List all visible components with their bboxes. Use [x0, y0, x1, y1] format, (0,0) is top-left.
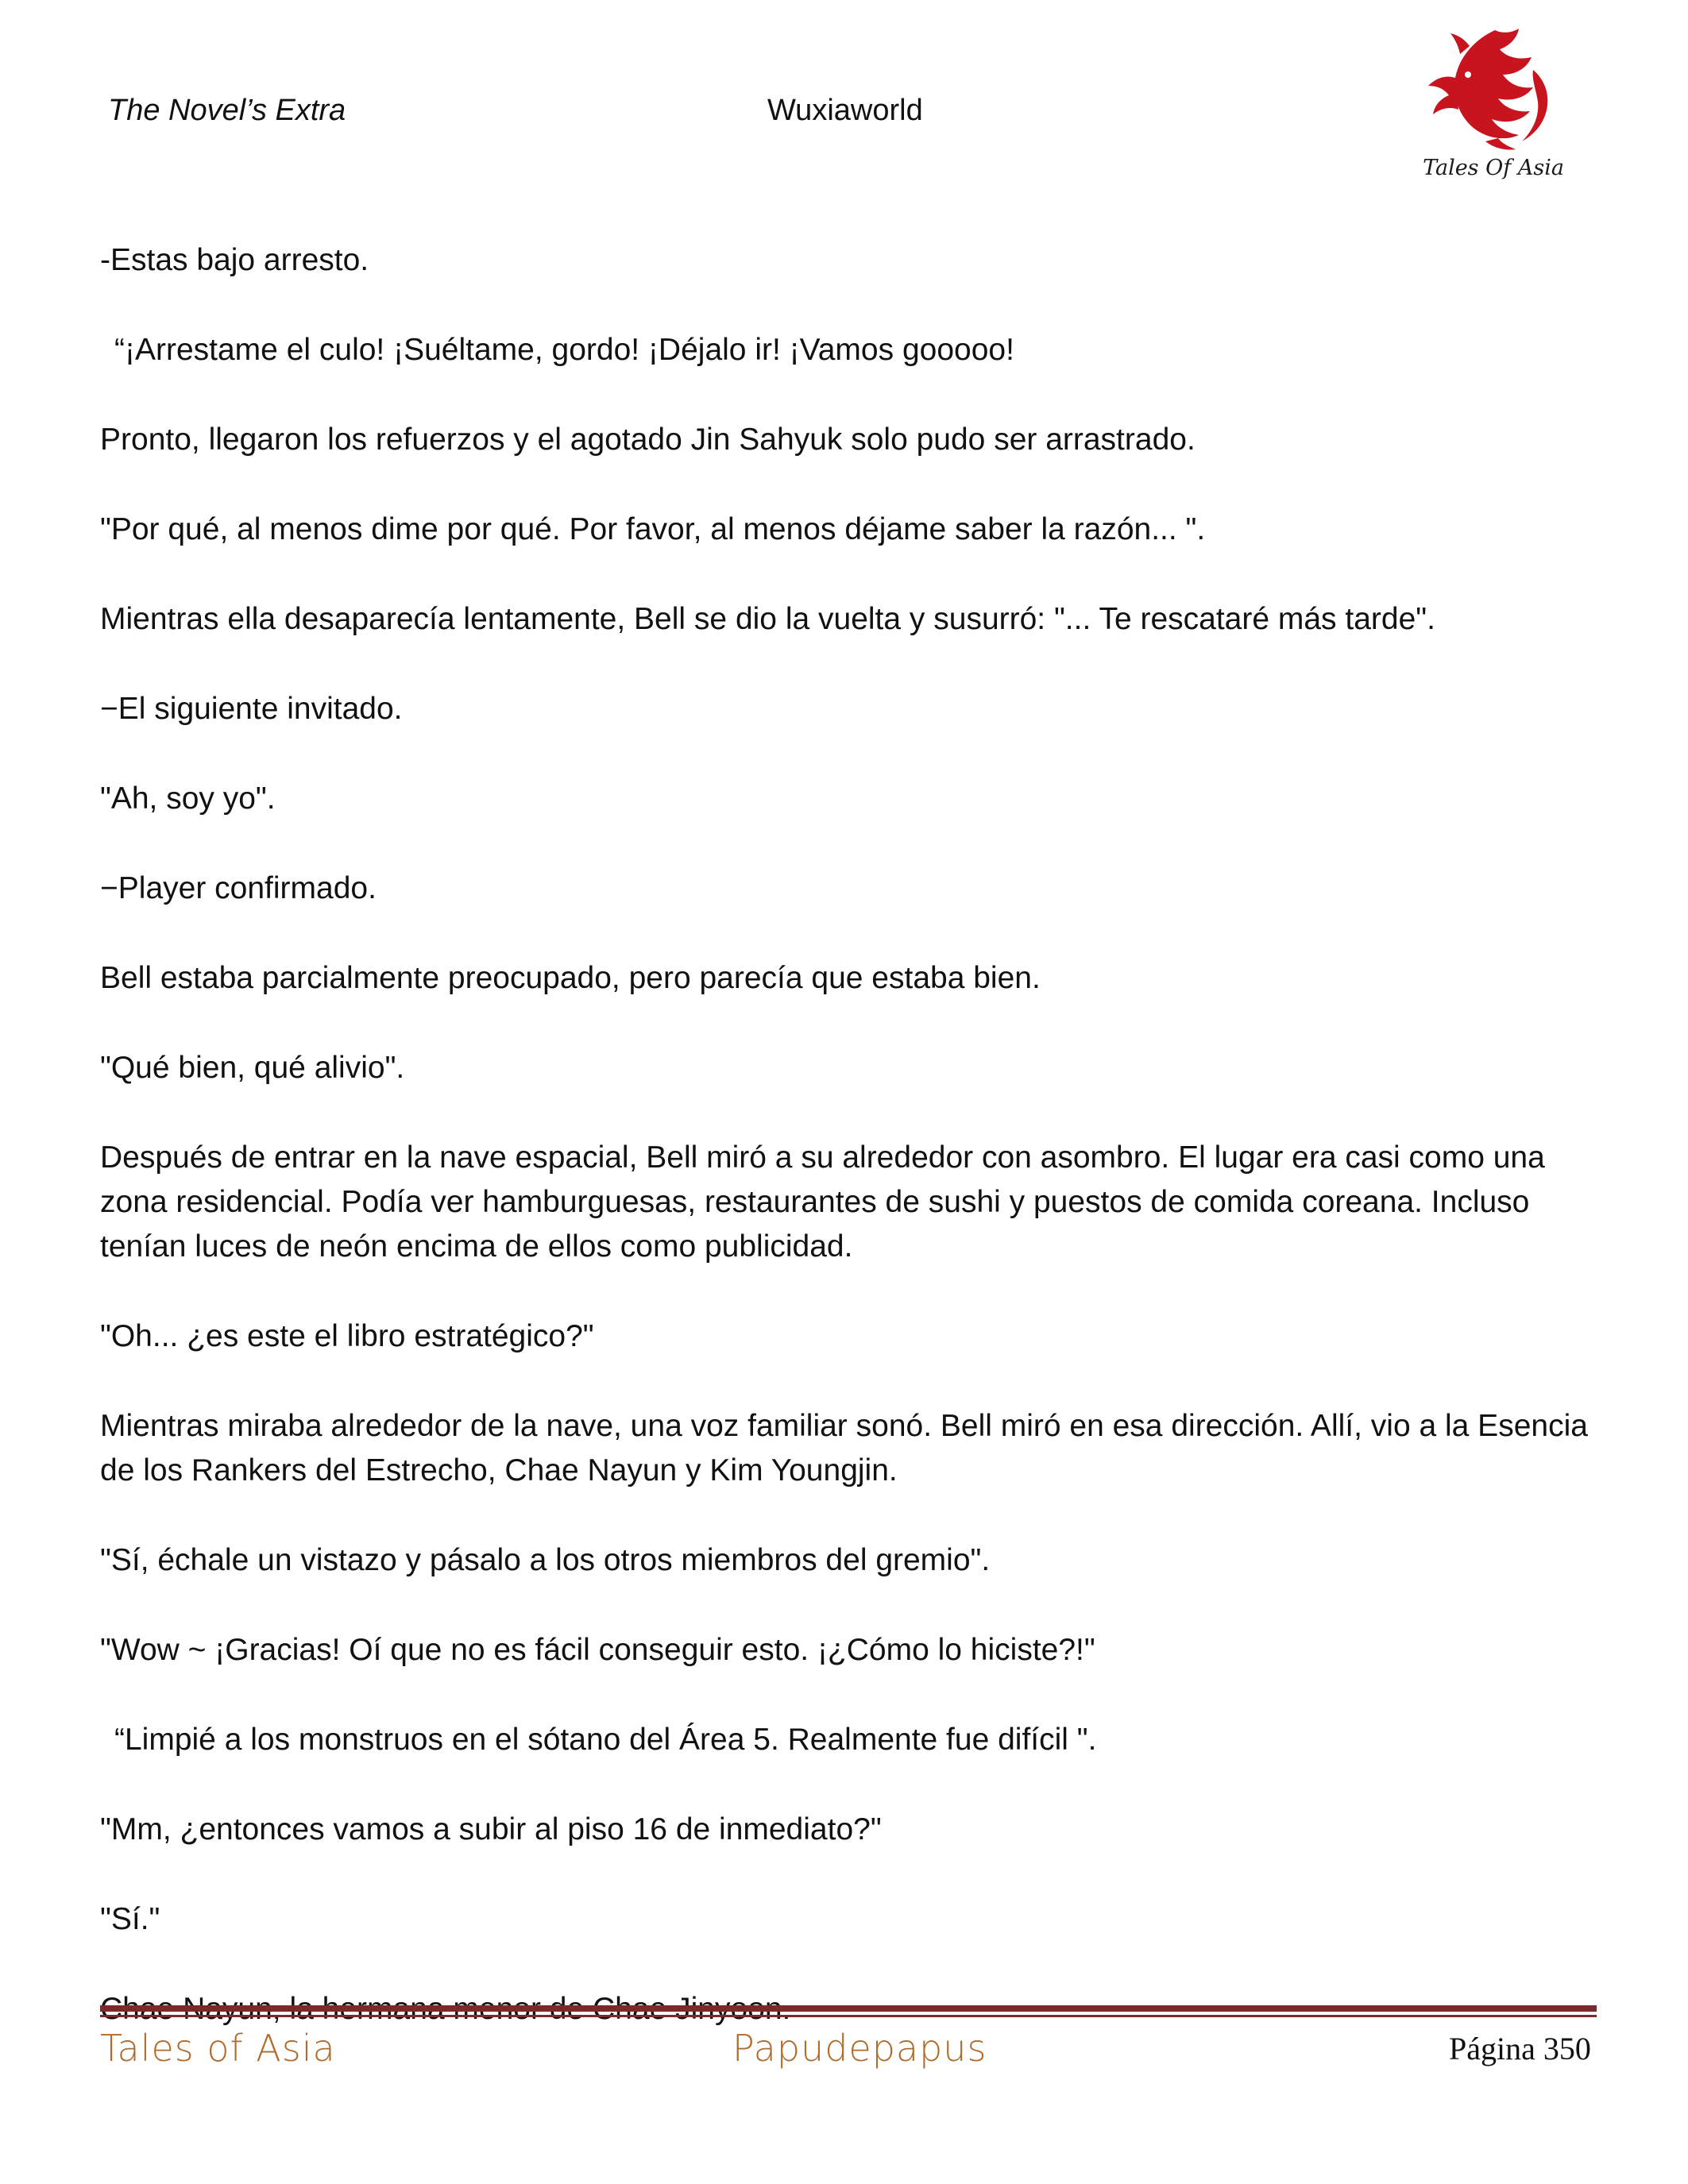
- paragraph: Mientras miraba alrededor de la nave, una voz familiar sonó. Bell miró en esa dirección. Allí, vio a la Esencia de los Rankers del Estrecho, Chae Nayun y Kim Youngjin.: [100, 1409, 1588, 1488]
- paragraph: -Estas bajo arresto.: [100, 243, 369, 277]
- paragraph: "Qué bien, qué alivio".: [100, 1051, 405, 1085]
- paragraph: "Sí.": [100, 1902, 160, 1936]
- tales-of-asia-logo: [1422, 22, 1565, 189]
- paragraph: Mientras ella desaparecía lentamente, Bell se dio la vuelta y susurró: "... Te rescataré más tarde".: [100, 602, 1435, 636]
- paragraph: −Player confirmado.: [100, 871, 377, 905]
- paragraph: Pronto, llegaron los refuerzos y el agotado Jin Sahyuk solo pudo ser arrastrado.: [100, 423, 1196, 457]
- red-dragon-logo-icon: [1422, 22, 1565, 157]
- paragraph: “Limpié a los monstruos en el sótano del Área 5. Realmente fue difícil ".: [114, 1723, 1097, 1757]
- footer-site-label: Tales of Asia: [100, 2027, 336, 2070]
- page-number: Página 350: [1449, 2031, 1591, 2066]
- page-body: [100, 238, 1593, 2077]
- paragraph: "Ah, soy yo".: [100, 781, 276, 816]
- paragraph: −El siguiente invitado.: [100, 692, 403, 726]
- paragraph: Después de entrar en la nave espacial, Bell miró a su alrededor con asombro. El lugar era casi como una zona residencial. Podía ver hamburguesas, restaurantes de sushi y puestos de comida coreana. Incluso tenían luces de neón encima de ellos como publicidad.: [100, 1140, 1545, 1264]
- paragraph: "Sí, échale un vistazo y pásalo a los otros miembros del gremio".: [100, 1543, 991, 1577]
- paragraph: "Por qué, al menos dime por qué. Por favor, al menos déjame saber la razón... ".: [100, 512, 1206, 546]
- paragraph: "Mm, ¿entonces vamos a subir al piso 16 de inmediato?": [100, 1812, 882, 1846]
- footer-divider-thin: [100, 2015, 1597, 2017]
- paragraph: “¡Arrestame el culo! ¡Suéltame, gordo! ¡Déjalo ir! ¡Vamos gooooo!: [114, 333, 1014, 367]
- paragraph: Bell estaba parcialmente preocupado, pero parecía que estaba bien.: [100, 961, 1041, 995]
- header-novel-title: The Novel’s Extra: [108, 94, 346, 127]
- footer-translator-label: Papudepapus: [732, 2027, 987, 2070]
- logo-text: Tales Of Asia: [1423, 156, 1564, 180]
- footer-divider: [100, 2005, 1597, 2012]
- header-site-name: Wuxiaworld: [767, 94, 923, 127]
- paragraph: "Oh... ¿es este el libro estratégico?": [100, 1319, 594, 1353]
- paragraph: "Wow ~ ¡Gracias! Oí que no es fácil conseguir esto. ¡¿Cómo lo hiciste?!": [100, 1633, 1095, 1667]
